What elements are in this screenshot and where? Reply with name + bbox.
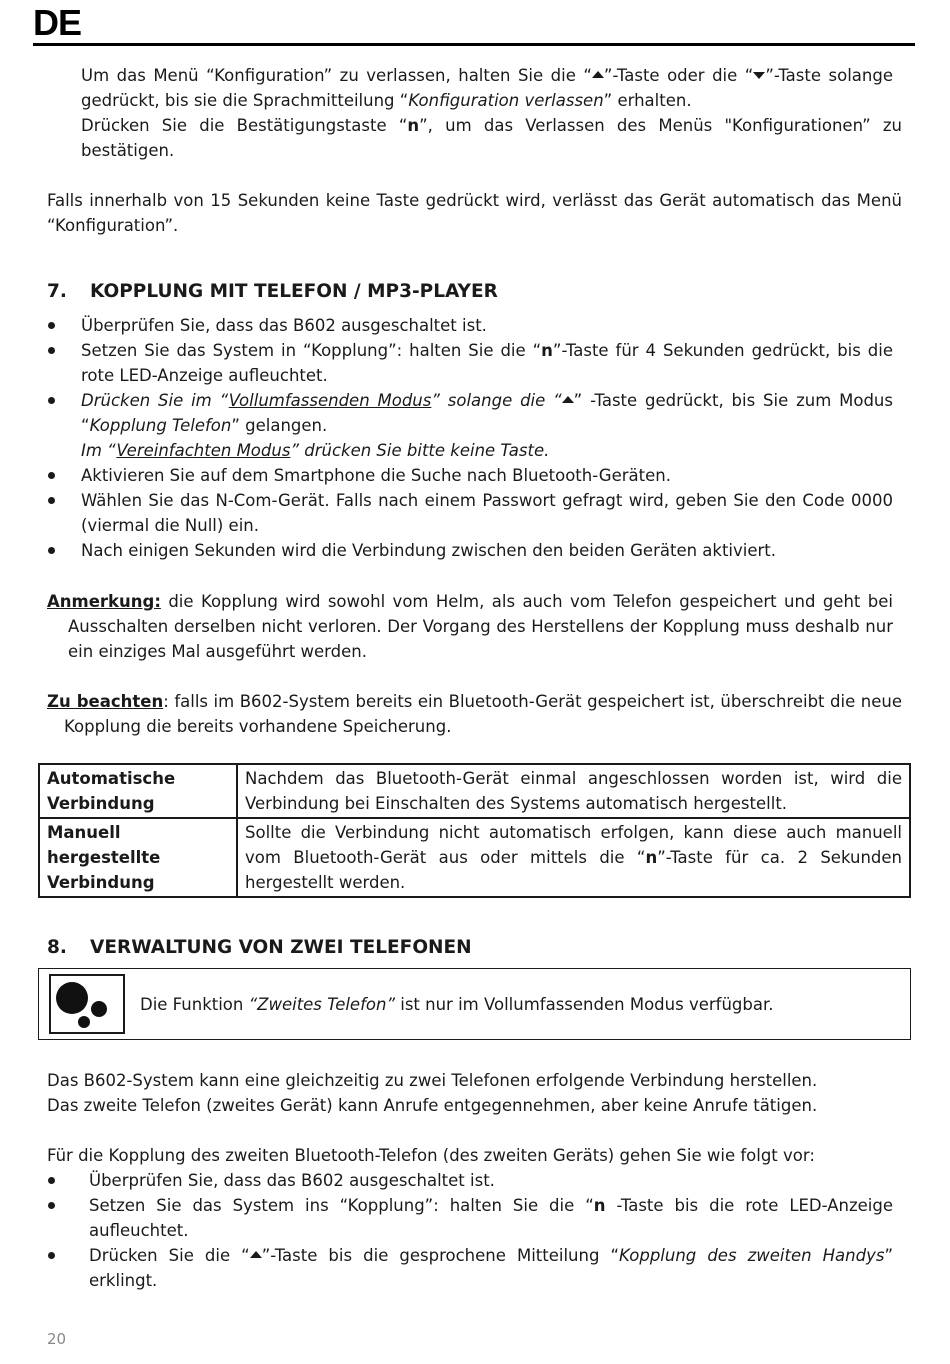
s8-bullet-3-line1 <box>89 1243 893 1268</box>
key-symbol: n <box>593 1196 606 1215</box>
up-arrow-icon <box>592 71 604 78</box>
text-run: ”-Taste für ca. 2 Sekunden hergestellt werden. <box>245 848 903 892</box>
text-run: Setzen Sie das System ins “Kopplung”: halten Sie die “ <box>89 1196 594 1215</box>
up-arrow-icon <box>250 1251 262 1258</box>
s7-bullet-6: Nach einigen Sekunden wird die Verbindung zwischen den beiden Geräten aktiviert. <box>81 541 777 560</box>
text-run: ” drücken Sie bitte keine Taste. <box>290 441 550 460</box>
paragraph-exit-config-line3 <box>81 113 902 138</box>
s8-bullet-1: Überprüfen Sie, dass das B602 ausgeschaltet ist. <box>89 1171 495 1190</box>
text-run: -Taste bis die rote LED-Anzeige <box>605 1196 893 1215</box>
text-run: ” <box>884 1246 893 1265</box>
bullet-dot <box>48 397 55 404</box>
table-value-cell <box>237 818 910 897</box>
mode-name: Vereinfachten Modus <box>116 441 291 460</box>
voice-message-name: Konfiguration verlassen <box>408 91 604 110</box>
paragraph-exit-config-line4: bestätigen. <box>81 141 175 160</box>
section-7-title: KOPPLUNG MIT TELEFON / MP3-PLAYER <box>90 281 498 302</box>
buttons-icon-graphic <box>51 976 123 1032</box>
s7-bullet-2-line2: rote LED-Anzeige aufleuchtet. <box>81 366 328 385</box>
note-label: Anmerkung: <box>47 592 161 611</box>
bullet-dot <box>48 1202 55 1209</box>
buttons-icon <box>49 974 125 1034</box>
table-value-cell: Nachdem das Bluetooth-Gerät einmal angeschlossen worden ist, wird die Verbindung bei Einschalten des Systems automatisch hergestellt. <box>237 764 910 818</box>
bullet-dot <box>48 472 55 479</box>
s8-paragraph-1: Das B602-System kann eine gleichzeitig zu zwei Telefonen erfolgende Verbindung herstellen. <box>47 1071 818 1090</box>
text-run: ” gelangen. <box>231 416 328 435</box>
key-symbol: n <box>407 116 420 135</box>
text-run: ”-Taste solange <box>765 66 893 85</box>
info-box <box>38 968 911 1040</box>
text-run: Sollte die Verbindung nicht automatisch erfolgen, kann diese auch manuell vom Bluetooth-Gerät aus oder mittels die “ <box>245 823 902 867</box>
s7-bullet-5-line1: Wählen Sie das N-Com-Gerät. Falls nach einem Passwort gefragt wird, geben Sie den Code 0000 <box>81 491 893 510</box>
connection-table <box>38 763 911 898</box>
bullet-dot <box>48 497 55 504</box>
note-zu-beachten-line2: Kopplung die bereits vorhandene Speicherung. <box>64 717 452 736</box>
paragraph-timeout-line2: “Konfiguration”. <box>47 216 179 235</box>
note-label: Zu beachten <box>47 692 164 711</box>
text-run: Drücken Sie im “ <box>81 391 229 410</box>
paragraph-timeout-line1: Falls innerhalb von 15 Sekunden keine Taste gedrückt wird, verlässt das Gerät automatisch das Menü <box>47 191 902 210</box>
s7-bullet-3-line3 <box>81 438 549 463</box>
note-anmerkung-line2: Ausschalten derselben nicht verloren. Der Vorgang des Herstellens der Kopplung muss deshalb nur <box>68 617 893 636</box>
key-symbol: n <box>541 341 553 360</box>
key-symbol: n <box>645 848 658 867</box>
paragraph-exit-config-line1 <box>81 63 893 88</box>
section-8-number: 8. <box>47 937 67 958</box>
bullet-dot <box>48 1177 55 1184</box>
info-box-text <box>140 992 773 1017</box>
page-number: 20 <box>47 1330 67 1348</box>
s7-bullet-5-line2: (viermal die Null) ein. <box>81 516 259 535</box>
language-code: DE <box>33 2 82 43</box>
up-arrow-icon <box>562 396 574 403</box>
table-key-cell: Automatische Verbindung <box>39 764 237 818</box>
s8-paragraph-2: Das zweite Telefon (zweites Gerät) kann Anrufe entgegennehmen, aber keine Anrufe tätigen. <box>47 1096 818 1115</box>
section-7-number: 7. <box>47 281 67 302</box>
section-8-title: VERWALTUNG VON ZWEI TELEFONEN <box>90 937 472 958</box>
text-run: Die Funktion <box>140 995 249 1014</box>
table-row <box>39 818 910 897</box>
voice-message-name: Kopplung des zweiten Handys <box>619 1246 885 1265</box>
text-run: ”-Taste für 4 Sekunden gedrückt, bis die <box>552 341 893 360</box>
bullet-dot <box>48 1252 55 1259</box>
text-run: Im “ <box>81 441 117 460</box>
feature-name: “Zweites Telefon” <box>248 995 395 1014</box>
table-row <box>39 764 910 818</box>
paragraph-exit-config-line2 <box>81 88 692 113</box>
text-run: ”-Taste bis die gesprochene Mitteilung “ <box>261 1246 620 1265</box>
text-run: Um das Menü “Konfiguration” zu verlassen, halten Sie die “ <box>81 66 592 85</box>
text-run: Drücken Sie die Bestätigungstaste “ <box>81 116 408 135</box>
text-run: ist nur im Vollumfassenden Modus verfügbar. <box>395 995 774 1014</box>
note-anmerkung-line1 <box>47 589 893 614</box>
s7-bullet-1: Überprüfen Sie, dass das B602 ausgeschaltet ist. <box>81 316 487 335</box>
text-run: ”, um das Verlassen des Menüs "Konfigurationen” zu <box>419 116 903 135</box>
text-run: : falls im B602-System bereits ein Bluetooth-Gerät gespeichert ist, überschreibt die neue <box>163 692 902 711</box>
text-run: ” -Taste gedrückt, bis Sie zum Modus <box>573 391 893 410</box>
text-run: gedrückt, bis sie die Sprachmitteilung “ <box>81 91 409 110</box>
s7-bullet-3-line2 <box>81 413 327 438</box>
text-run: Setzen Sie das System in “Kopplung”: halten Sie die “ <box>81 341 542 360</box>
text-run: ” erhalten. <box>603 91 692 110</box>
s8-bullet-2-line1 <box>89 1193 893 1218</box>
note-anmerkung-line3: ein einziges Mal ausgeführt werden. <box>68 642 367 661</box>
s8-bullet-3-line2: erklingt. <box>89 1271 158 1290</box>
s8-paragraph-3: Für die Kopplung des zweiten Bluetooth-Telefon (des zweiten Geräts) gehen Sie wie folgt vor: <box>47 1146 815 1165</box>
bullet-dot <box>48 547 55 554</box>
text-run: ”-Taste oder die “ <box>603 66 754 85</box>
note-zu-beachten-line1 <box>47 689 902 714</box>
mode-name: Vollumfassenden Modus <box>228 391 432 410</box>
s7-bullet-3-line1 <box>81 388 893 413</box>
bullet-dot <box>48 347 55 354</box>
text-run: die Kopplung wird sowohl vom Helm, als auch vom Telefon gespeichert und geht bei <box>160 592 893 611</box>
down-arrow-icon <box>753 72 765 79</box>
s7-bullet-4: Aktivieren Sie auf dem Smartphone die Suche nach Bluetooth-Geräten. <box>81 466 671 485</box>
s8-bullet-2-line2: aufleuchtet. <box>89 1221 189 1240</box>
header-rule <box>33 43 915 46</box>
mode-name: Kopplung Telefon <box>89 416 232 435</box>
text-run: ” solange die “ <box>431 391 562 410</box>
text-run: Drücken Sie die “ <box>89 1246 250 1265</box>
table-key-cell: Manuell hergestellte Verbindung <box>39 818 237 897</box>
bullet-dot <box>48 322 55 329</box>
text-run: “ <box>81 416 90 435</box>
s7-bullet-2-line1 <box>81 338 893 363</box>
